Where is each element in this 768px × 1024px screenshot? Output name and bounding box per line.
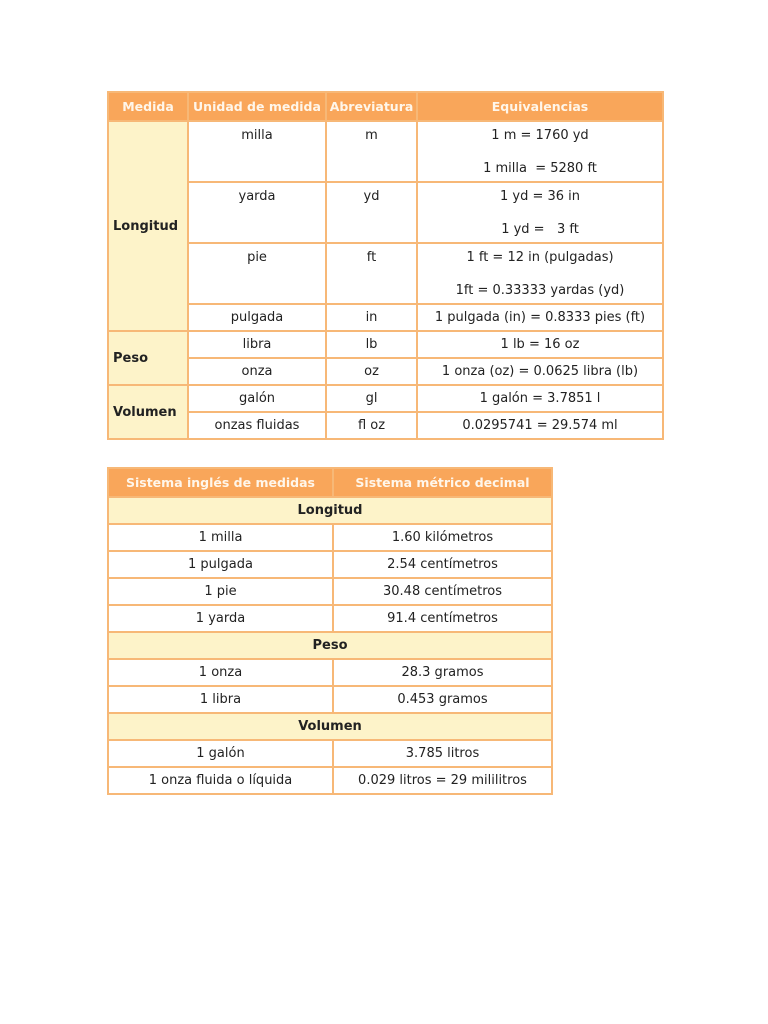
table-row xyxy=(108,551,552,578)
english-value-cell: 1 milla xyxy=(108,524,333,551)
table-header-row xyxy=(108,468,552,497)
category-longitud: Longitud xyxy=(108,121,188,331)
metric-value-cell: 30.48 centímetros xyxy=(333,578,552,605)
table-row xyxy=(108,578,552,605)
english-value-cell: 1 pie xyxy=(108,578,333,605)
metric-value-cell: 91.4 centímetros xyxy=(333,605,552,632)
header-medida: Medida xyxy=(108,92,188,121)
header-abreviatura: Abreviatura xyxy=(326,92,417,121)
equivalence-line: 1 yd = 36 in xyxy=(499,189,581,204)
abbr-cell: ft xyxy=(366,250,377,265)
table-row xyxy=(108,358,663,385)
equivalence-cell xyxy=(417,121,663,182)
section-title-longitud: Longitud xyxy=(108,497,552,524)
equivalence-cell: 1 galón = 3.7851 l xyxy=(417,385,663,412)
abbr-cell: in xyxy=(326,304,417,331)
metric-value-cell: 28.3 gramos xyxy=(333,659,552,686)
equivalence-cell: 1 lb = 16 oz xyxy=(417,331,663,358)
equivalence-cell xyxy=(417,243,663,304)
header-sistema-metrico: Sistema métrico decimal xyxy=(333,468,552,497)
abbr-cell: gl xyxy=(326,385,417,412)
table-row xyxy=(108,740,552,767)
metric-value-cell: 2.54 centímetros xyxy=(333,551,552,578)
unit-cell: milla xyxy=(241,128,273,143)
unit-cell: pulgada xyxy=(188,304,326,331)
abbr-cell: yd xyxy=(363,189,380,204)
unit-cell: libra xyxy=(188,331,326,358)
equivalence-cell xyxy=(417,182,663,243)
english-value-cell: 1 libra xyxy=(108,686,333,713)
english-value-cell: 1 pulgada xyxy=(108,551,333,578)
equivalence-line: 1 ft = 12 in (pulgadas) xyxy=(466,250,614,265)
table-row xyxy=(108,605,552,632)
units-equivalence-table xyxy=(107,91,664,440)
table-row xyxy=(108,524,552,551)
english-value-cell: 1 galón xyxy=(108,740,333,767)
category-volumen: Volumen xyxy=(108,385,188,439)
section-title-volumen: Volumen xyxy=(108,713,552,740)
header-equivalencias: Equivalencias xyxy=(417,92,663,121)
equivalence-line: 1 m = 1760 yd xyxy=(491,128,589,143)
table-row xyxy=(108,243,663,304)
abbr-cell: fl oz xyxy=(326,412,417,439)
table-row xyxy=(108,385,663,412)
metric-value-cell: 3.785 litros xyxy=(333,740,552,767)
abbr-cell: lb xyxy=(326,331,417,358)
unit-cell: onzas fluidas xyxy=(188,412,326,439)
unit-cell: onza xyxy=(188,358,326,385)
unit-cell: yarda xyxy=(238,189,276,204)
table-row xyxy=(108,659,552,686)
table-header-row xyxy=(108,92,663,121)
english-value-cell: 1 onza fluida o líquida xyxy=(108,767,333,794)
metric-value-cell: 0.029 litros = 29 mililitros xyxy=(333,767,552,794)
table-row xyxy=(108,121,663,182)
metric-value-cell: 1.60 kilómetros xyxy=(333,524,552,551)
section-row xyxy=(108,497,552,524)
category-peso: Peso xyxy=(108,331,188,385)
equivalence-line: 1 milla = 5280 ft xyxy=(483,161,597,176)
table-row xyxy=(108,182,663,243)
equivalence-line: 1ft = 0.33333 yardas (yd) xyxy=(455,283,625,298)
table-row xyxy=(108,686,552,713)
section-title-peso: Peso xyxy=(108,632,552,659)
equivalence-cell: 1 onza (oz) = 0.0625 libra (lb) xyxy=(417,358,663,385)
english-value-cell: 1 onza xyxy=(108,659,333,686)
table-row xyxy=(108,304,663,331)
section-row xyxy=(108,632,552,659)
equivalence-cell: 0.0295741 = 29.574 ml xyxy=(417,412,663,439)
table-row xyxy=(108,767,552,794)
metric-value-cell: 0.453 gramos xyxy=(333,686,552,713)
header-sistema-ingles: Sistema inglés de medidas xyxy=(108,468,333,497)
english-metric-conversion-table xyxy=(107,467,553,795)
unit-cell: pie xyxy=(247,250,267,265)
equivalence-cell: 1 pulgada (in) = 0.8333 pies (ft) xyxy=(417,304,663,331)
section-row xyxy=(108,713,552,740)
english-value-cell: 1 yarda xyxy=(108,605,333,632)
header-unidad: Unidad de medida xyxy=(188,92,326,121)
abbr-cell: m xyxy=(365,128,378,143)
table-row xyxy=(108,412,663,439)
abbr-cell: oz xyxy=(326,358,417,385)
unit-cell: galón xyxy=(188,385,326,412)
equivalence-line: 1 yd = 3 ft xyxy=(501,222,579,237)
table-row xyxy=(108,331,663,358)
